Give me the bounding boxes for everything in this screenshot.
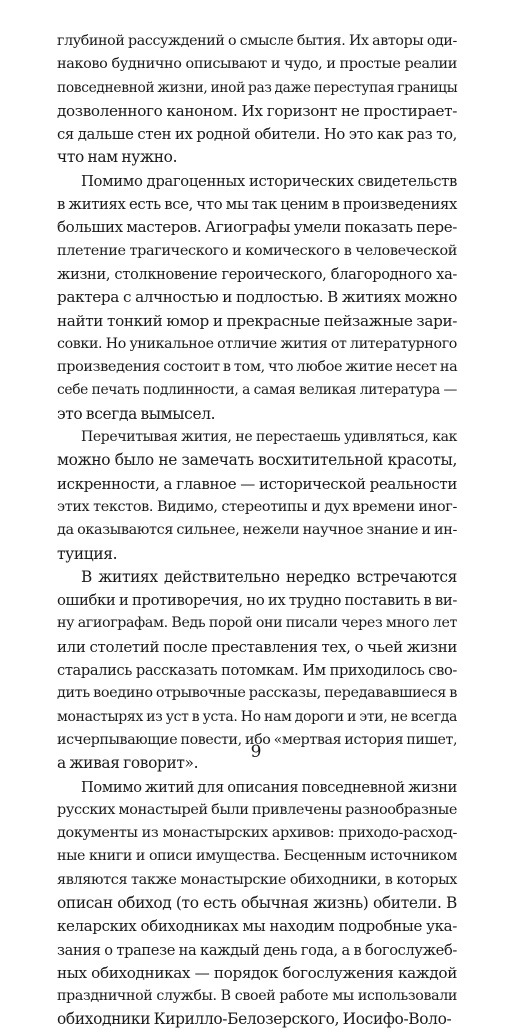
text-line: себе печать подлинности, а самая великая литература — [57,382,457,399]
text-line: зания о трапезе на каждый день года, а в богослужеб- [57,941,457,959]
text-line: жизни, столкновение героического, благородного ха- [57,265,457,283]
text-line: наково буднично описывают и чудо, и простые реалии [57,56,457,73]
text-line: старались рассказать потомкам. Им приходилось сво- [57,662,457,680]
text-line: совки. Но уникальное отличие жития от литературного [57,335,457,352]
text-line: этих текстов. Видимо, стереотипы и дух времени иног- [57,498,457,515]
text-line: произведения состоит в том, что любое житие несет на [57,359,458,376]
text-line: да оказываются сильнее, нежели научное знание и ин- [57,522,457,539]
text-line: а живая говорит». [57,754,199,773]
paragraph [57,30,457,170]
text-line: обиходники Кирилло-Белозерского, Иосифо-Воло- [57,1010,452,1029]
text-line: являются также монастырские обиходники, в которых [57,871,457,888]
text-line: ся дальше стен их родной обители. Но это как раз то, [57,126,457,144]
text-line: ну агиографам. Ведь порой они писали через много лет [57,615,457,632]
text-line: рактера с алчностью и подлостью. В житиях можно [57,288,457,307]
text-line: глубиной рассуждений о смысле бытия. Их авторы оди- [57,33,457,49]
text-line: Перечитывая жития, не перестаешь удивляться, как [81,429,457,446]
text-line: больших мастеров. Агиографы умели показать пере- [57,218,457,237]
page-number: 9 [250,742,262,762]
text-line: или столетий после преставления тех, о чьей жизни [57,637,457,656]
text-line: дить воедино отрывочные рассказы, передававшиеся в [57,685,457,702]
text-line: документы из монастырских архивов: приходо-расход- [57,825,457,842]
text-line: это всегда вымысел. [57,404,216,423]
text-line: плетение трагического и комического в человеческой [57,242,457,259]
text-line: келарских обиходниках мы находим подробные ука- [57,917,457,936]
text-line: русских монастырей были привлечены разнообразные [57,801,457,818]
text-line: Помимо житий для описания повседневной жизни [81,778,457,796]
text-line: ошибки и противоречия, но их трудно поставить в ви- [57,592,457,610]
text-line: описан обиход (то есть обычная жизнь) обители. В [57,893,457,912]
text-line: праздничной службы. В своей работе мы использовали [57,988,457,1005]
paragraph [57,776,457,1032]
text-line: повседневной жизни, иной раз даже переступая границы [57,79,458,96]
text-line: можно было не замечать восхитительной красоты, [57,451,457,470]
paragraph [57,426,457,566]
text-line: Помимо драгоценных исторических свидетельств [81,172,457,190]
body-text [57,30,457,1032]
text-line: ные книги и описи имущества. Бесценным источником [57,848,457,865]
text-line: искренности, а главное — исторической реальности [57,474,457,493]
text-line: исчерпывающие повести, ибо «мертвая история пишет, [57,731,458,748]
text-line: туиция. [57,544,118,563]
text-line: что нам нужно. [57,148,178,167]
paragraph [57,170,457,426]
text-line: монастырях из уст в уста. Но нам дороги и эти, не всегда [57,708,457,725]
text-line: в житиях есть все, что мы так ценим в произведениях [57,196,457,214]
text-line: В житиях действительно нередко встречаются [81,567,457,586]
text-line: ных обиходниках — порядок богослужения каждой [57,963,457,982]
text-line: найти тонкий юмор и прекрасные пейзажные зари- [57,311,457,330]
text-line: дозволенного каноном. Их горизонт не простирает- [57,101,457,120]
